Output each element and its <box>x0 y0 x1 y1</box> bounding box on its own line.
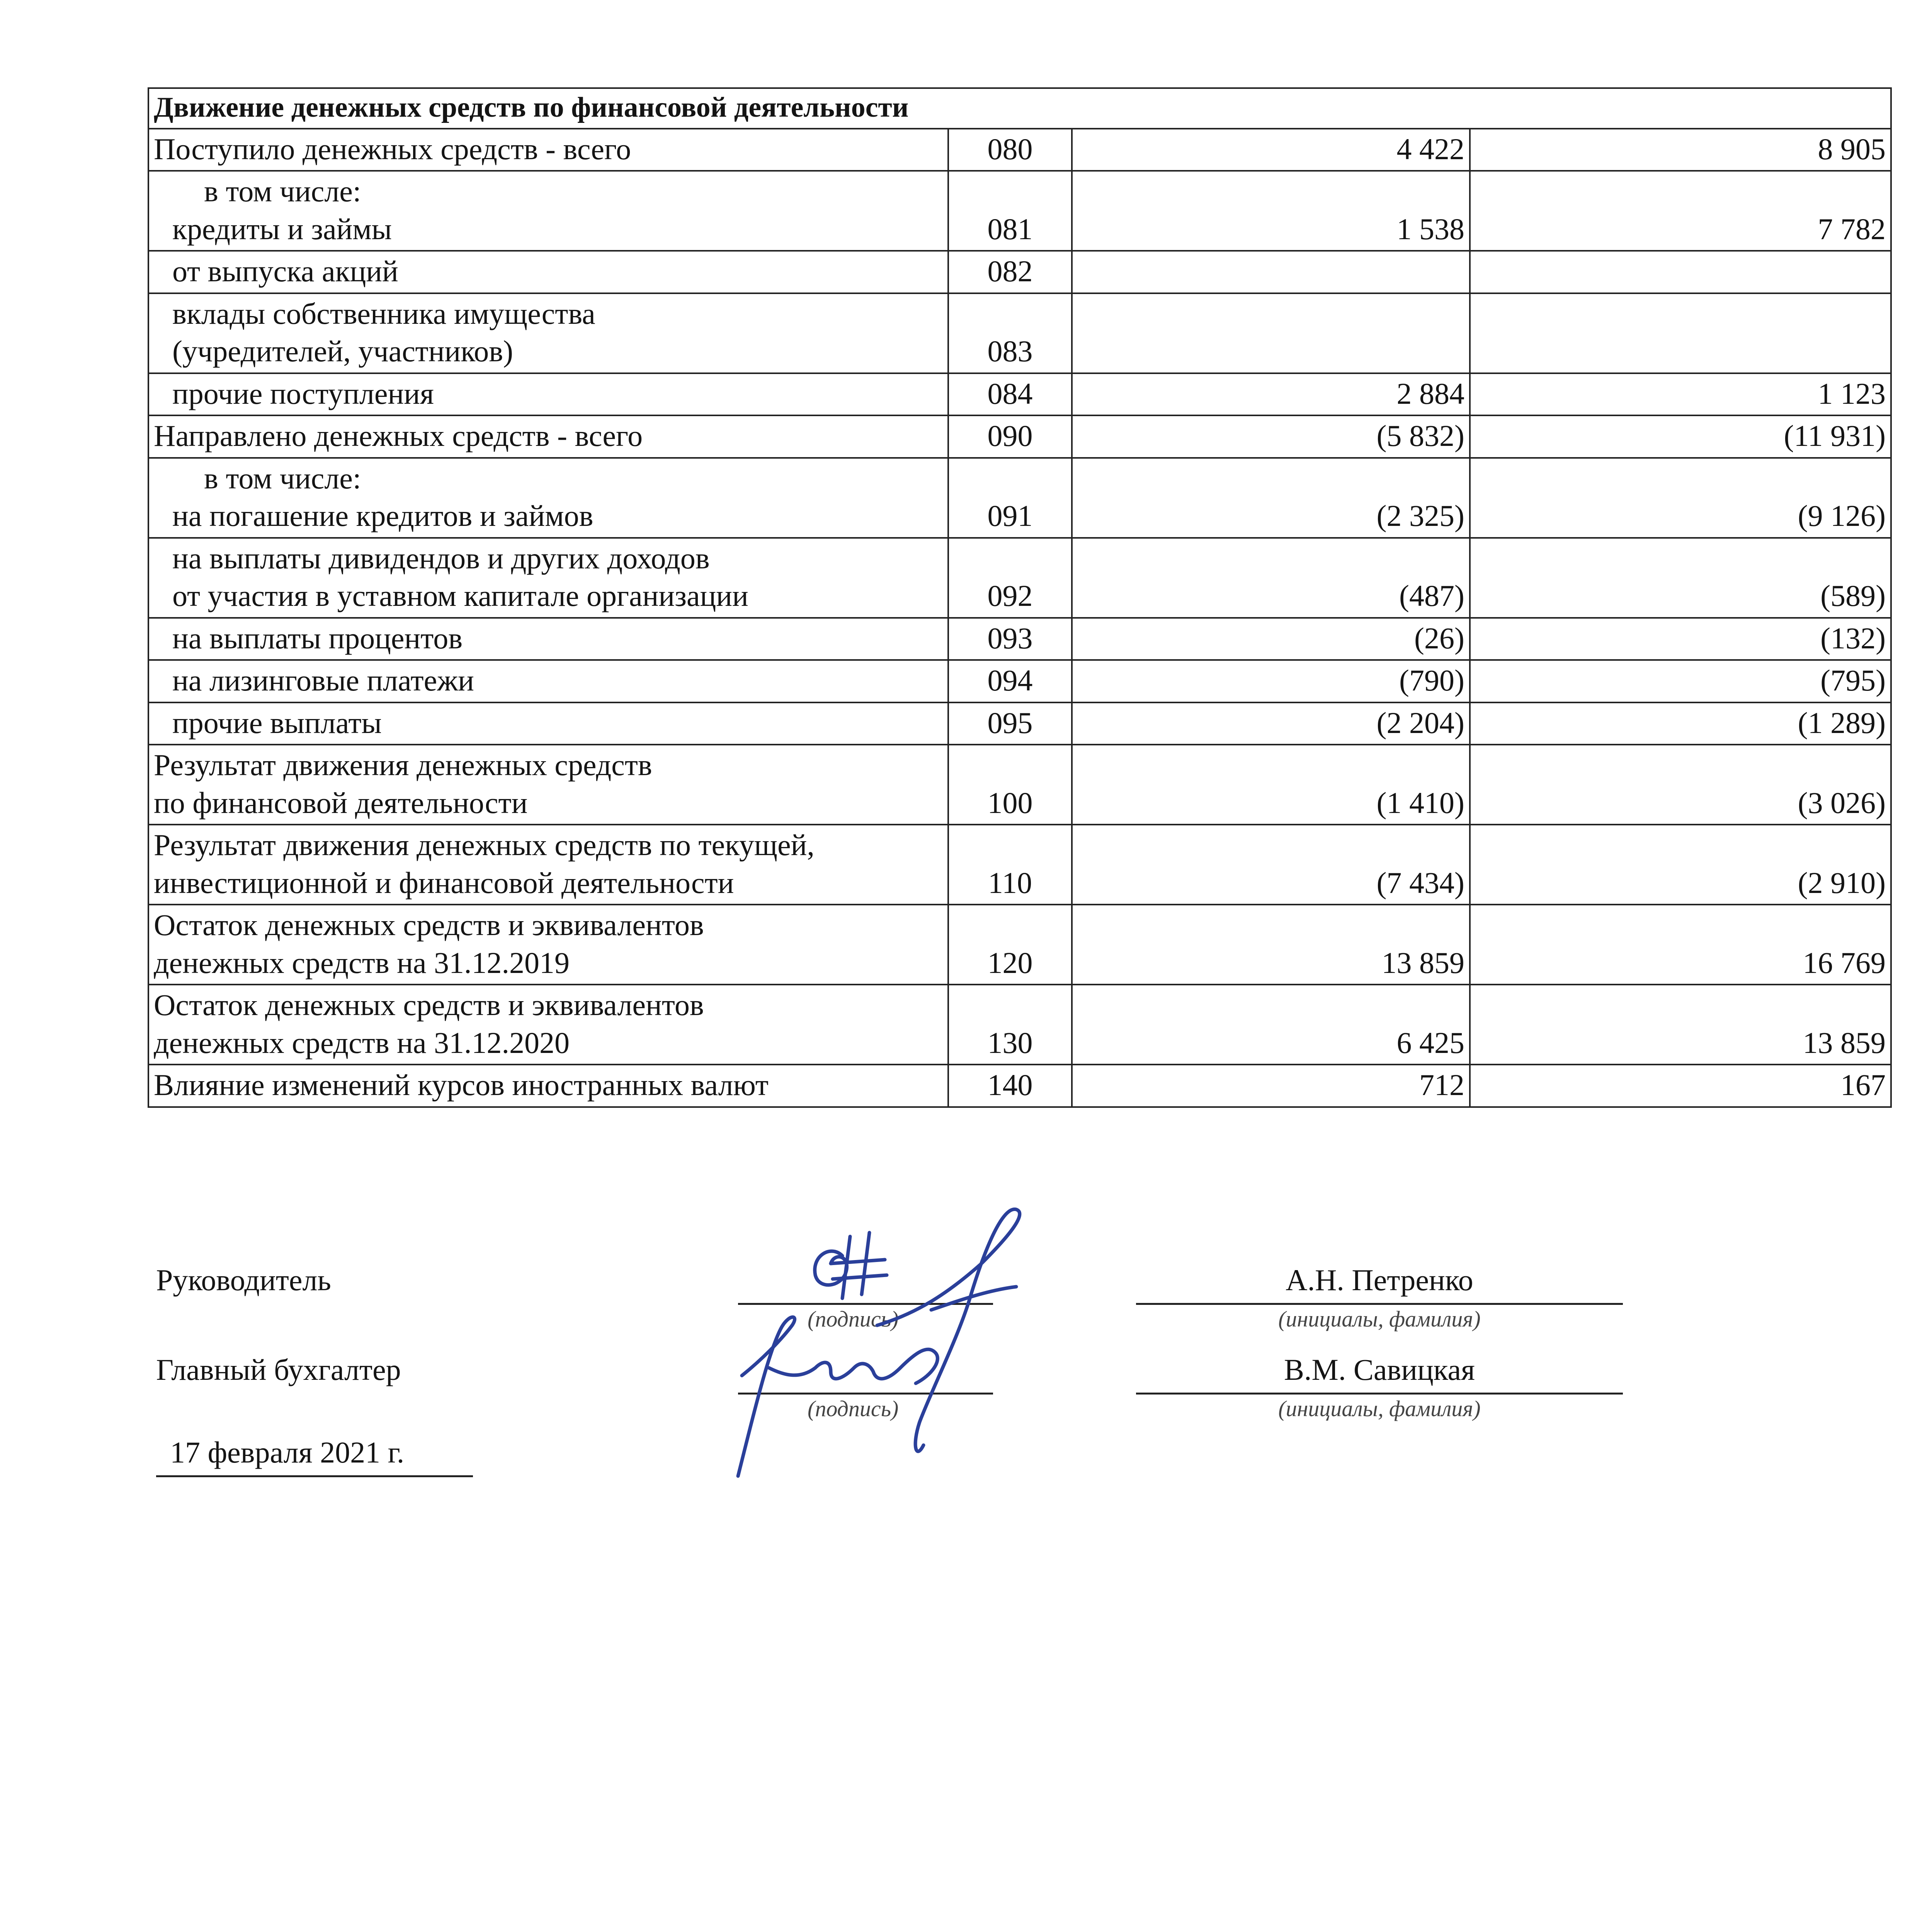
row-label-line-2: денежных средств на 31.12.2019 <box>154 946 570 980</box>
row-code: 081 <box>948 171 1072 251</box>
previous-period-value: 8 905 <box>1470 129 1891 171</box>
table-row <box>148 171 1891 251</box>
row-label <box>148 538 948 618</box>
row-code: 094 <box>948 660 1072 702</box>
row-label <box>148 171 948 251</box>
current-period-value: (2 204) <box>1072 702 1470 745</box>
row-label-line-1: вклады собственника имущества <box>172 296 595 330</box>
row-label-line-1: на выплаты процентов <box>172 621 463 655</box>
accountant-name: В.М. Савицкая <box>1284 1353 1475 1386</box>
head-name-hint: (инициалы, фамилия) <box>1278 1306 1481 1332</box>
current-period-value: (487) <box>1072 538 1470 618</box>
current-period-value: (7 434) <box>1072 825 1470 905</box>
previous-period-value: (9 126) <box>1470 458 1891 538</box>
row-code: 091 <box>948 458 1072 538</box>
table-row <box>148 905 1891 985</box>
row-code: 095 <box>948 702 1072 745</box>
row-code: 090 <box>948 415 1072 458</box>
row-code: 082 <box>948 251 1072 293</box>
table-row <box>148 702 1891 745</box>
table-row <box>148 538 1891 618</box>
previous-period-value: 167 <box>1470 1065 1891 1107</box>
row-label <box>148 1065 948 1107</box>
row-label-line-2: денежных средств на 31.12.2020 <box>154 1026 570 1060</box>
row-code: 092 <box>948 538 1072 618</box>
previous-period-value: (1 289) <box>1470 702 1891 745</box>
row-label <box>148 129 948 171</box>
previous-period-value: 7 782 <box>1470 171 1891 251</box>
previous-period-value: 1 123 <box>1470 373 1891 416</box>
current-period-value <box>1072 293 1470 373</box>
cash-flow-table <box>148 87 1892 1108</box>
previous-period-value <box>1470 251 1891 293</box>
row-label-line-1: в том числе: <box>204 461 361 495</box>
previous-period-value: (3 026) <box>1470 745 1891 825</box>
row-label-line-1: Остаток денежных средств и эквивалентов <box>154 988 704 1022</box>
table-row <box>148 985 1891 1065</box>
row-label <box>148 985 948 1065</box>
current-period-value: 1 538 <box>1072 171 1470 251</box>
previous-period-value: (589) <box>1470 538 1891 618</box>
current-period-value: (1 410) <box>1072 745 1470 825</box>
current-period-value: (26) <box>1072 618 1470 660</box>
table-row <box>148 293 1891 373</box>
row-label <box>148 251 948 293</box>
row-label-line-2: по финансовой деятельности <box>154 786 528 820</box>
head-signature-hint: (подпись) <box>808 1306 899 1332</box>
row-code: 130 <box>948 985 1072 1065</box>
current-period-value: 6 425 <box>1072 985 1470 1065</box>
previous-period-value: (132) <box>1470 618 1891 660</box>
row-label-line-1: Направлено денежных средств - всего <box>154 419 643 452</box>
row-label-line-1: прочие поступления <box>172 376 434 410</box>
table-row <box>148 660 1891 702</box>
row-label-line-2: от участия в уставном капитале организации <box>172 579 748 612</box>
row-label-line-2: на погашение кредитов и займов <box>172 499 594 532</box>
previous-period-value: 13 859 <box>1470 985 1891 1065</box>
row-label-line-1: Поступило денежных средств - всего <box>154 132 631 166</box>
previous-period-value <box>1470 293 1891 373</box>
row-label <box>148 618 948 660</box>
handwritten-signature-icon <box>715 1198 1140 1507</box>
table-row <box>148 129 1891 171</box>
current-period-value <box>1072 251 1470 293</box>
current-period-value: 13 859 <box>1072 905 1470 985</box>
current-period-value: (790) <box>1072 660 1470 702</box>
current-period-value: 4 422 <box>1072 129 1470 171</box>
current-period-value: (5 832) <box>1072 415 1470 458</box>
date-line <box>156 1475 473 1477</box>
table-row <box>148 458 1891 538</box>
head-name-line <box>1136 1303 1623 1305</box>
row-code: 110 <box>948 825 1072 905</box>
previous-period-value: 16 769 <box>1470 905 1891 985</box>
row-code: 120 <box>948 905 1072 985</box>
section-title: Движение денежных средств по финансовой деятельности <box>148 88 1891 129</box>
row-label <box>148 745 948 825</box>
accountant-label: Главный бухгалтер <box>156 1353 401 1386</box>
row-label-line-1: Влияние изменений курсов иностранных валют <box>154 1068 769 1102</box>
row-code: 080 <box>948 129 1072 171</box>
row-code: 084 <box>948 373 1072 416</box>
row-label <box>148 702 948 745</box>
current-period-value: 2 884 <box>1072 373 1470 416</box>
accountant-name-line <box>1136 1393 1623 1395</box>
row-code: 083 <box>948 293 1072 373</box>
row-label-line-2: инвестиционной и финансовой деятельности <box>154 866 734 900</box>
table-row <box>148 745 1891 825</box>
row-label-line-1: в том числе: <box>204 174 361 208</box>
row-label-line-1: Результат движения денежных средств по текущей, <box>154 828 815 862</box>
previous-period-value: (2 910) <box>1470 825 1891 905</box>
row-label <box>148 458 948 538</box>
previous-period-value: (11 931) <box>1470 415 1891 458</box>
row-label <box>148 905 948 985</box>
previous-period-value: (795) <box>1470 660 1891 702</box>
accountant-name-hint: (инициалы, фамилия) <box>1278 1396 1481 1421</box>
row-label-line-1: Остаток денежных средств и эквивалентов <box>154 908 704 942</box>
row-label-line-1: Результат движения денежных средств <box>154 748 652 782</box>
head-name: А.Н. Петренко <box>1286 1263 1473 1297</box>
row-label-line-2: (учредителей, участников) <box>172 334 513 368</box>
table-row <box>148 415 1891 458</box>
row-code: 093 <box>948 618 1072 660</box>
table-row <box>148 618 1891 660</box>
row-label <box>148 660 948 702</box>
row-code: 100 <box>948 745 1072 825</box>
accountant-signature-hint: (подпись) <box>808 1396 899 1421</box>
current-period-value: (2 325) <box>1072 458 1470 538</box>
table-row <box>148 825 1891 905</box>
row-label-line-2: кредиты и займы <box>172 212 392 246</box>
row-label <box>148 415 948 458</box>
row-code: 140 <box>948 1065 1072 1107</box>
row-label-line-1: от выпуска акций <box>172 254 398 288</box>
current-period-value: 712 <box>1072 1065 1470 1107</box>
table-row <box>148 373 1891 416</box>
row-label-line-1: на лизинговые платежи <box>172 663 474 697</box>
row-label <box>148 293 948 373</box>
table-row <box>148 1065 1891 1107</box>
report-date: 17 февраля 2021 г. <box>170 1435 405 1469</box>
head-label: Руководитель <box>156 1263 331 1297</box>
row-label-line-1: на выплаты дивидендов и других доходов <box>172 541 710 575</box>
row-label-line-1: прочие выплаты <box>172 706 382 740</box>
row-label <box>148 373 948 416</box>
table-header-row <box>148 88 1891 129</box>
table-row <box>148 251 1891 293</box>
row-label <box>148 825 948 905</box>
